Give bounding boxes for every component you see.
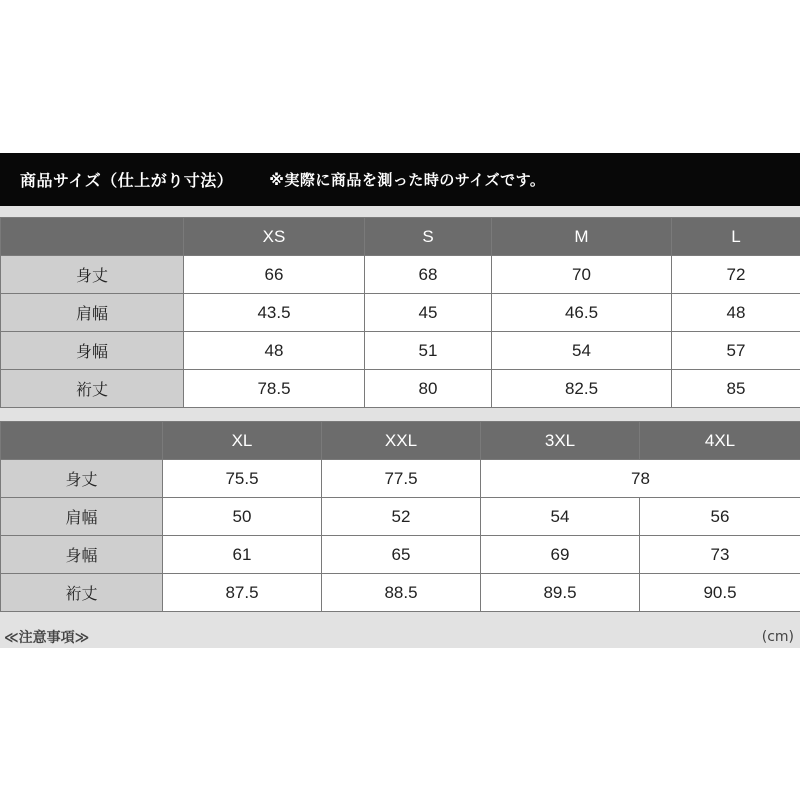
table-cell: 43.5 (184, 294, 365, 332)
table-cell: 78.5 (184, 370, 365, 408)
table-cell: 90.5 (640, 574, 800, 612)
row-label-body-width: 身幅 (1, 536, 163, 574)
row-label-body-length: 身丈 (1, 460, 163, 498)
table-row (1, 460, 800, 498)
footer (0, 626, 800, 648)
size-header-l: L (672, 218, 800, 256)
size-header-xxl: XXL (322, 422, 481, 460)
table-row (1, 574, 800, 612)
table-cell: 54 (492, 332, 672, 370)
size-header-xs: XS (184, 218, 365, 256)
table-header-row (1, 422, 800, 460)
table-row (1, 256, 800, 294)
measurement-note: ※実際に商品を測った時のサイズです。 (269, 171, 546, 189)
table-cell: 75.5 (163, 460, 322, 498)
table-cell: 48 (184, 332, 365, 370)
table-cell: 89.5 (481, 574, 640, 612)
header-corner (1, 422, 163, 460)
table-cell: 70 (492, 256, 672, 294)
table-cell: 52 (322, 498, 481, 536)
table-cell: 68 (365, 256, 492, 294)
row-label-sleeve-length: 裄丈 (1, 370, 184, 408)
row-label-sleeve-length: 裄丈 (1, 574, 163, 612)
table-cell: 66 (184, 256, 365, 294)
table-cell-merged: 78 (481, 460, 800, 498)
table-cell: 88.5 (322, 574, 481, 612)
row-label-shoulder-width: 肩幅 (1, 294, 184, 332)
table-header-row (1, 218, 800, 256)
table-row (1, 498, 800, 536)
table-cell: 50 (163, 498, 322, 536)
table-cell: 80 (365, 370, 492, 408)
table-row (1, 370, 800, 408)
row-label-body-length: 身丈 (1, 256, 184, 294)
table-cell: 61 (163, 536, 322, 574)
table-cell: 73 (640, 536, 800, 574)
table-row (1, 332, 800, 370)
table-row (1, 536, 800, 574)
table-cell: 57 (672, 332, 800, 370)
header-corner (1, 218, 184, 256)
table-cell: 45 (365, 294, 492, 332)
table-cell: 87.5 (163, 574, 322, 612)
unit-label: (cm) (761, 629, 794, 645)
page-title: 商品サイズ（仕上がり寸法） (20, 171, 234, 190)
table-cell: 77.5 (322, 460, 481, 498)
table-row (1, 294, 800, 332)
size-table-large (0, 421, 800, 612)
size-header-xl: XL (163, 422, 322, 460)
table-cell: 65 (322, 536, 481, 574)
size-header-s: S (365, 218, 492, 256)
size-table-small (0, 217, 800, 408)
size-header-4xl: 4XL (640, 422, 800, 460)
table-cell: 56 (640, 498, 800, 536)
table-cell: 54 (481, 498, 640, 536)
table-cell: 48 (672, 294, 800, 332)
row-label-shoulder-width: 肩幅 (1, 498, 163, 536)
size-header-m: M (492, 218, 672, 256)
table-cell: 72 (672, 256, 800, 294)
size-header-3xl: 3XL (481, 422, 640, 460)
row-label-body-width: 身幅 (1, 332, 184, 370)
table-cell: 46.5 (492, 294, 672, 332)
header-banner (0, 153, 800, 206)
caution-heading: ≪注意事項≫ (4, 630, 90, 646)
table-cell: 51 (365, 332, 492, 370)
table-cell: 82.5 (492, 370, 672, 408)
table-cell: 69 (481, 536, 640, 574)
table-cell: 85 (672, 370, 800, 408)
